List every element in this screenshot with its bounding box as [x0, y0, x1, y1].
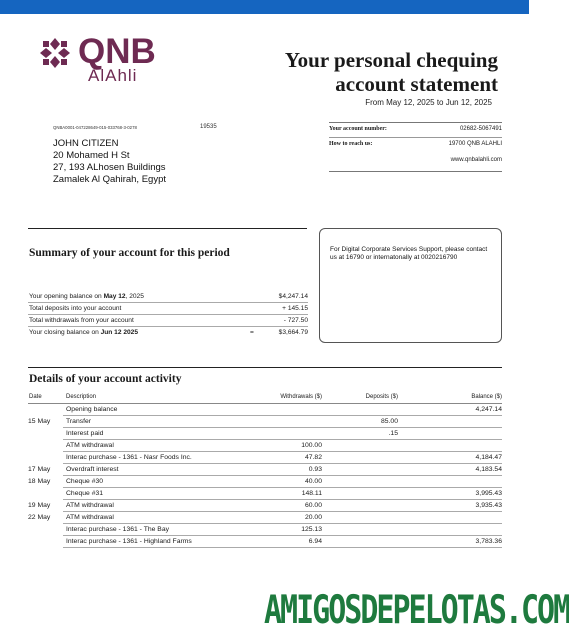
- table-row: [28, 452, 502, 464]
- details-rule: [28, 367, 502, 368]
- row-date: 18 May: [28, 478, 51, 485]
- transactions-table: [28, 404, 502, 548]
- account-info-box: [329, 122, 502, 172]
- row-description: Transfer: [66, 418, 92, 425]
- summary-table: [28, 291, 308, 339]
- summary-rule: [28, 228, 307, 229]
- statement-period: From May 12, 2025 to Jun 12, 2025: [365, 98, 492, 107]
- statement-title-line2: account statement: [335, 72, 498, 96]
- header-balance: Balance ($): [471, 394, 502, 400]
- row-description: Interac purchase - 1361 - Nasr Foods Inc.: [66, 454, 192, 461]
- row-withdrawal: 60.00: [304, 502, 322, 509]
- row-description: Cheque #31: [66, 490, 104, 497]
- header-deposits: Deposits ($): [365, 394, 398, 400]
- row-description: Interest paid: [66, 430, 104, 437]
- transactions-header: [28, 393, 502, 404]
- address-line-1: 20 Mohamed H St: [53, 150, 130, 161]
- table-row: [28, 524, 502, 536]
- row-date: 22 May: [28, 514, 51, 521]
- contact-website[interactable]: www.qnbalahli.com: [450, 157, 502, 163]
- table-row: [28, 488, 502, 500]
- table-row: [28, 536, 502, 548]
- table-row: [28, 428, 502, 440]
- summary-row-withdrawals: [28, 315, 308, 327]
- support-box: [319, 228, 502, 343]
- account-number-value: 02682-5067491: [459, 126, 502, 132]
- address-line-2: 27, 193 ALhosen Buildings: [53, 162, 166, 173]
- header-date: Date: [29, 394, 42, 400]
- row-date: 17 May: [28, 466, 51, 473]
- withdrawals-label: Total withdrawals from your account: [29, 317, 134, 324]
- customer-reference-number: 19535: [200, 124, 217, 130]
- details-title: Details of your account activity: [29, 373, 182, 385]
- opening-balance-label: [29, 293, 144, 300]
- table-row: [28, 500, 502, 512]
- withdrawals-value: - 727.50: [283, 317, 308, 324]
- row-withdrawal: 6.94: [308, 538, 322, 545]
- summary-row-deposits: [28, 303, 308, 315]
- support-text: For Digital Corporate Services Support, please contact us at 16790 or internatonally at 0020216790: [330, 246, 488, 261]
- closing-equals-sign: =: [250, 329, 254, 336]
- row-balance: 4,247.14: [475, 406, 502, 413]
- logo-wordmark: QNB: [78, 32, 156, 71]
- table-row: [28, 512, 502, 524]
- account-number-label: Your account number:: [329, 126, 387, 132]
- customer-name: JOHN CITIZEN: [53, 138, 119, 149]
- opening-label-pre: Your opening balance on: [29, 293, 104, 300]
- contact-phone: 19700 QNB ALAHLI: [448, 141, 502, 147]
- logo-subtitle: AlAhli: [88, 66, 138, 85]
- website-row: [329, 154, 502, 168]
- table-row: [28, 464, 502, 476]
- row-balance: 3,935.43: [475, 502, 502, 509]
- contact-row: [329, 138, 502, 152]
- row-description: Interac purchase - 1361 - Highland Farms: [66, 538, 192, 545]
- table-row: [28, 416, 502, 428]
- row-withdrawal: 148.11: [301, 490, 322, 497]
- closing-balance-value: $3,664.79: [278, 329, 308, 336]
- row-divider: [63, 547, 502, 548]
- closing-balance-label: [29, 329, 138, 336]
- statement-title-line1: Your personal chequing: [284, 48, 498, 72]
- row-balance: 3,995.43: [475, 490, 502, 497]
- table-row: [28, 440, 502, 452]
- row-date: 15 May: [28, 418, 51, 425]
- bank-logo: [38, 32, 168, 88]
- watermark-text: AMIGOSDEPELOTAS.COM: [264, 588, 569, 634]
- header-description: Description: [66, 394, 97, 400]
- row-date: 19 May: [28, 502, 51, 509]
- row-balance: 4,184.47: [475, 454, 502, 461]
- customer-reference: QNBA0001-047228649-015-033768-3-0278: [53, 125, 137, 130]
- customer-address-block: [53, 138, 166, 186]
- account-number-row: [329, 123, 502, 137]
- row-deposit: 85.00: [380, 418, 398, 425]
- row-withdrawal: 20.00: [304, 514, 322, 521]
- qnb-logo-mark-icon: [38, 36, 72, 70]
- row-description: Interac purchase - 1361 - The Bay: [66, 526, 170, 533]
- row-description: Opening balance: [66, 406, 118, 413]
- closing-label-pre: Your closing balance on: [29, 329, 101, 336]
- row-description: Cheque #30: [66, 478, 104, 485]
- row-withdrawal: 0.93: [308, 466, 322, 473]
- opening-balance-value: $4,247.14: [278, 293, 308, 300]
- opening-label-post: , 2025: [125, 293, 144, 300]
- row-balance: 4,183.54: [475, 466, 502, 473]
- table-row: [28, 476, 502, 488]
- deposits-label: Total deposits into your account: [29, 305, 122, 312]
- row-description: Overdraft interest: [66, 466, 119, 473]
- contact-label: How to reach us:: [329, 141, 373, 147]
- opening-label-date: May 12: [103, 293, 126, 300]
- row-description: ATM withdrawal: [66, 502, 114, 509]
- row-deposit: .15: [388, 430, 398, 437]
- row-withdrawal: 125.13: [301, 526, 322, 533]
- row-withdrawal: 100.00: [301, 442, 322, 449]
- row-description: ATM withdrawal: [66, 514, 114, 521]
- row-withdrawal: 47.82: [304, 454, 322, 461]
- row-withdrawal: 40.00: [304, 478, 322, 485]
- summary-row-opening: [28, 291, 308, 303]
- summary-title: Summary of your account for this period: [29, 247, 230, 259]
- table-row: [28, 404, 502, 416]
- address-line-3: Zamalek Al Qahirah, Egypt: [53, 174, 166, 185]
- top-accent-bar: [0, 0, 529, 14]
- header-withdrawals: Withdrawals ($): [280, 394, 322, 400]
- deposits-value: + 145.15: [282, 305, 308, 312]
- row-balance: 3,783.36: [475, 538, 502, 545]
- row-description: ATM withdrawal: [66, 442, 114, 449]
- closing-label-date: Jun 12 2025: [100, 329, 138, 336]
- summary-row-closing: [28, 327, 308, 339]
